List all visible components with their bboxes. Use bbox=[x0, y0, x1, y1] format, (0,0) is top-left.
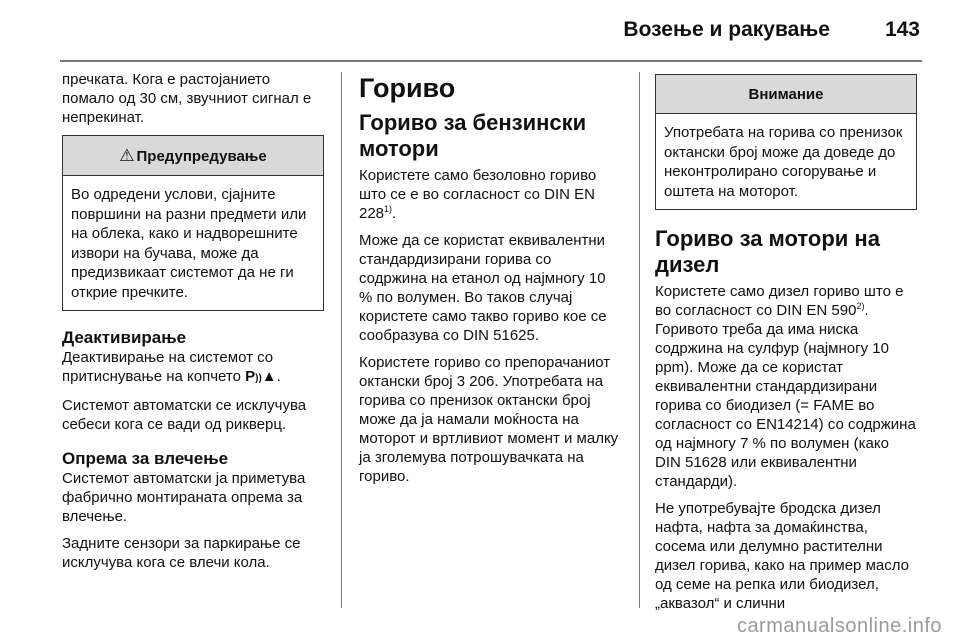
deactivation-paragraph-2: Системот автоматски се исклучува себеси кога се вади од рикверц. bbox=[62, 397, 307, 433]
towing-paragraph-1: Системот автоматски ја приметува фабрично монтираната опрема за влечење. bbox=[62, 470, 306, 525]
footnote-2: 2) bbox=[856, 301, 865, 311]
warning-triangle-icon: ⚠ bbox=[119, 146, 135, 165]
watermark: carmanualsonline.info bbox=[736, 615, 942, 637]
deactivation-paragraph-1: Деактивирање на системот со притиснување на копчето P))▲. bbox=[62, 349, 281, 385]
page-reference-link[interactable]: 3 206 bbox=[456, 373, 495, 390]
column-divider-2 bbox=[639, 72, 640, 608]
warning-box bbox=[62, 135, 324, 311]
petrol-paragraph-2: Може да се користат еквивалентни стандардизирани горива со содржина на етанол од најмногу 10 % по волумен. Во таков случај користете само такво гориво кое се сообразува со DIN 51625. bbox=[359, 232, 607, 344]
footnote-1: 1) bbox=[384, 204, 393, 214]
fuel-heading: Гориво bbox=[359, 73, 456, 103]
intro-paragraph: пречката. Кога е растојанието помало од 30 см, звучниот сигнал е непрекинат. bbox=[62, 71, 312, 126]
warning-box-title: Предупредување bbox=[136, 148, 267, 165]
deactivation-heading: Деактивирање bbox=[62, 328, 187, 347]
towing-paragraph-2: Задните сензори за паркирање се исклучува кога се влечи кола. bbox=[62, 535, 301, 571]
notice-box-body: Употребата на горива со пренизок октански број може да доведе до неконтролирано согорување и оштета на моторот. bbox=[664, 124, 903, 200]
diesel-paragraph-1: Користете само дизел гориво што е во согласност со DIN EN 590$^{2)}$. Горивото треба да има ниска содржина на сулфур (најмногу 10 ppm). Може да се користат еквивалентни стандардизирани горива со биодизел (= FAME во согласност со EN14214) со содржина од најмногу 7 % по волумен (како DIN 51628 или еквивалентни стандарди). bbox=[655, 283, 916, 490]
notice-box-header: Внимание bbox=[656, 75, 916, 114]
petrol-paragraph-3: Користете гориво со препорачаниот октански број 3 206. Употребата на горива со пренизок октански број може да ја намали моќноста на моторот и вртливиот момент и малку ја зголемува потрошувачката на гориво. bbox=[359, 354, 619, 485]
warning-box-header bbox=[63, 136, 323, 176]
towing-heading: Опрема за влечење bbox=[62, 449, 229, 468]
section-title: Возење и ракување bbox=[623, 18, 830, 41]
header-divider bbox=[60, 60, 922, 62]
column-middle bbox=[359, 70, 623, 494]
petrol-paragraph-1: Користете само безоловно гориво што се е во согласност со DIN EN 228$^{1)}$. bbox=[359, 167, 597, 222]
page-number: 143 bbox=[884, 18, 920, 41]
column-right bbox=[655, 70, 917, 621]
column-divider-1 bbox=[341, 72, 342, 608]
warning-box-body: Во одредени услови, сјајните површини на разни предмети или на облека, како и надворешните извори на бучава, може да предизвикаат системот да не ги открие пречките. bbox=[71, 186, 307, 301]
diesel-fuel-heading: Гориво за мотори на дизел bbox=[655, 226, 880, 277]
page-header bbox=[0, 0, 960, 58]
parking-sensor-button-icon: P))▲ bbox=[245, 368, 277, 385]
petrol-fuel-heading: Гориво за бензински мотори bbox=[359, 110, 587, 161]
notice-box bbox=[655, 74, 917, 210]
diesel-paragraph-2: Не употребувајте бродска дизел нафта, нафта за домаќинства, сосема или делумно растителни дизел горива, како на пример масло од семе на репка или биодизел, „аквазол“ и слични bbox=[655, 500, 909, 612]
column-left bbox=[62, 70, 324, 580]
